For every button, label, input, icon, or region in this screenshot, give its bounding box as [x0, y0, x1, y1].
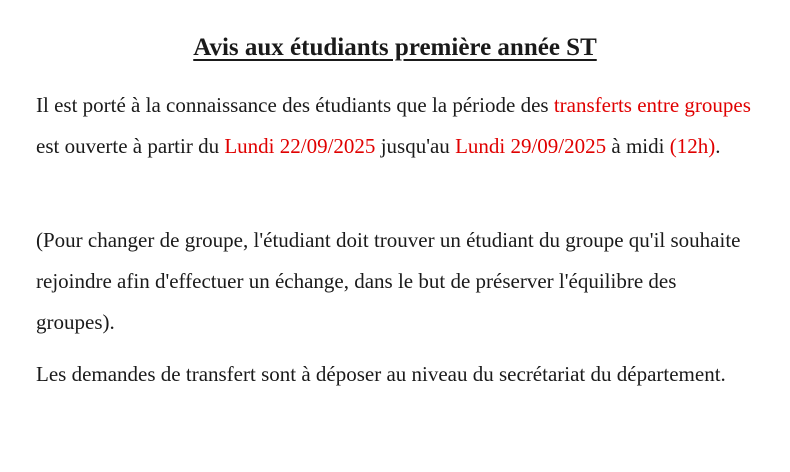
end-date: Lundi 29/09/2025 [455, 134, 607, 158]
start-date: Lundi 22/09/2025 [224, 134, 376, 158]
paragraph1-text-3: jusqu'au [375, 134, 456, 158]
submission-paragraph: Les demandes de transfert sont à déposer au niveau du secrétariat du département. [36, 362, 726, 386]
paragraph1-text-4: à midi [606, 134, 670, 158]
transfer-highlight: transferts entre groupes [553, 93, 751, 117]
exchange-rule-paragraph: (Pour changer de groupe, l'étudiant doit trouver un étudiant du groupe qu'il souhaite rejoindre afin d'effectuer un échange, dans le but de préserver l'équilibre des groupes). [36, 228, 741, 334]
deadline-time: (12h) [669, 134, 716, 158]
paragraph1-text-2: est ouverte à partir du [36, 134, 225, 158]
notice-title: Avis aux étudiants première année ST [193, 34, 597, 61]
paragraph1-text-1: Il est porté à la connaissance des étudiants que la période des [36, 93, 554, 117]
paragraph1-text-5: . [715, 134, 721, 158]
transfer-period-paragraph [36, 85, 756, 167]
